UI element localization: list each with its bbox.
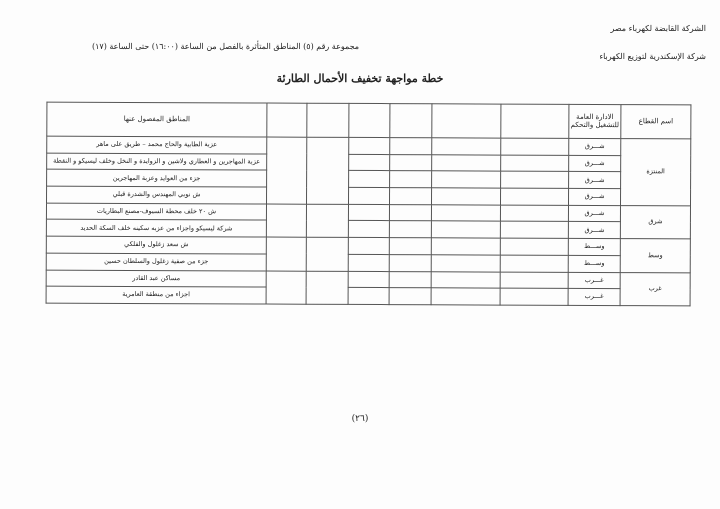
admin-cell: شـــرق xyxy=(568,188,620,205)
header-sector: اسم القطاع xyxy=(621,105,691,139)
admin-cell: شـــرق xyxy=(568,222,620,239)
blank-cell xyxy=(390,171,432,188)
blank-cell xyxy=(431,255,500,272)
blank-cell xyxy=(500,222,568,239)
area-cell: جزء من صفية زغلول والسلطان حسين xyxy=(46,253,266,271)
header-admin: الادارة العامة للتشغيل والتحكم xyxy=(569,104,621,138)
admin-cell: شـــرق xyxy=(569,138,621,155)
group-line: مجموعة رقم (٥) المناطق المتأثرة بالفصل من الساعة (١٦:٠٠) حتى الساعة (١٧) xyxy=(92,42,360,51)
blank-cell xyxy=(349,154,390,171)
blank-cell xyxy=(432,154,501,171)
header-blank xyxy=(307,103,349,137)
header-blank xyxy=(267,103,307,137)
admin-cell: غـــرب xyxy=(568,272,620,289)
blank-cell xyxy=(431,205,500,222)
area-cell: جزء من العوايد وعزبة المهاجرين xyxy=(47,169,267,187)
blank-cell xyxy=(389,221,431,238)
table-row xyxy=(46,286,690,305)
blank-cell xyxy=(348,288,389,305)
admin-cell: شـــرق xyxy=(568,205,620,222)
area-cell: ش نوبي المهندس والشدرة قبلي xyxy=(47,186,267,204)
blank-cell xyxy=(500,205,568,222)
admin-cell: غـــرب xyxy=(568,289,620,306)
org-parent: الشركة القابضة لكهرباء مصر xyxy=(610,24,706,33)
merged-blank-cell xyxy=(306,204,348,238)
merged-blank-cell xyxy=(266,204,306,238)
blank-cell xyxy=(390,138,432,155)
blank-cell xyxy=(431,188,500,205)
title-text: خطة مواجهة تخفيف الأحمال الطارئة xyxy=(276,72,444,85)
header-areas: المناطق المفصول عنها xyxy=(47,102,267,137)
sector-cell: وسط xyxy=(620,239,690,273)
table-header-row xyxy=(47,102,691,139)
blank-cell xyxy=(389,238,431,255)
blank-cell xyxy=(501,171,569,188)
area-cell: ش سعد زغلول والفلكي xyxy=(46,236,266,254)
blank-cell xyxy=(501,155,569,172)
blank-cell xyxy=(431,288,500,305)
header-blank xyxy=(390,104,432,138)
blank-cell xyxy=(348,204,389,221)
sector-cell: المنتزة xyxy=(620,139,690,206)
blank-cell xyxy=(348,221,389,238)
blank-cell xyxy=(432,138,501,155)
load-shedding-table xyxy=(46,102,692,307)
merged-blank-cell xyxy=(266,237,306,271)
blank-cell xyxy=(348,271,389,288)
blank-cell xyxy=(432,171,501,188)
header-blank xyxy=(501,104,569,138)
blank-cell xyxy=(500,288,568,305)
blank-cell xyxy=(389,188,431,205)
admin-cell: وســـط xyxy=(568,255,620,272)
blank-cell xyxy=(431,238,500,255)
org-company: شركة الإسكندرية لتوزيع الكهرباء xyxy=(599,52,706,61)
merged-blank-cell xyxy=(266,137,306,204)
blank-cell xyxy=(349,171,390,188)
blank-cell xyxy=(431,271,500,288)
blank-cell xyxy=(389,271,431,288)
merged-blank-cell xyxy=(306,137,348,204)
blank-cell xyxy=(389,288,431,305)
admin-cell: شـــرق xyxy=(569,172,621,189)
blank-cell xyxy=(389,254,431,271)
area-cell: اجزاء من منطقة العامرية xyxy=(46,286,266,304)
area-cell: عزبة المهاجرين و العطاري ولاشين و الزوايدة و النخل وخلف ليسيكو و النقطة xyxy=(47,153,267,171)
blank-cell xyxy=(500,188,568,205)
merged-blank-cell xyxy=(266,271,306,305)
blank-cell xyxy=(389,204,431,221)
area-cell: شركة ليسيكو واجزاء من عزبه سكينه خلف السكة الحديد xyxy=(46,220,266,238)
blank-cell xyxy=(500,255,568,272)
blank-cell xyxy=(431,221,500,238)
admin-cell: وســـط xyxy=(568,238,620,255)
sector-cell: شرق xyxy=(620,205,690,239)
blank-cell xyxy=(348,254,389,271)
blank-cell xyxy=(501,138,569,155)
sector-cell: غرب xyxy=(620,272,690,306)
blank-cell xyxy=(390,154,432,171)
area-cell: مساكن عبد القادر xyxy=(46,270,266,288)
blank-cell xyxy=(348,238,389,255)
document-title xyxy=(0,72,720,85)
blank-cell xyxy=(500,272,568,289)
area-cell: ش ٢٠ خلف محطة السيوف-مصنع البطاريات xyxy=(46,203,266,221)
header-blank xyxy=(432,104,501,138)
page-number: (٢٦) xyxy=(351,414,369,424)
area-cell: عزبة الطابية والحاج محمد – طريق على ماهر xyxy=(47,136,267,154)
blank-cell xyxy=(500,238,568,255)
merged-blank-cell xyxy=(306,237,348,271)
blank-cell xyxy=(349,137,390,154)
header-blank xyxy=(349,103,390,137)
admin-cell: شـــرق xyxy=(569,155,621,172)
blank-cell xyxy=(348,187,389,204)
merged-blank-cell xyxy=(306,271,348,305)
